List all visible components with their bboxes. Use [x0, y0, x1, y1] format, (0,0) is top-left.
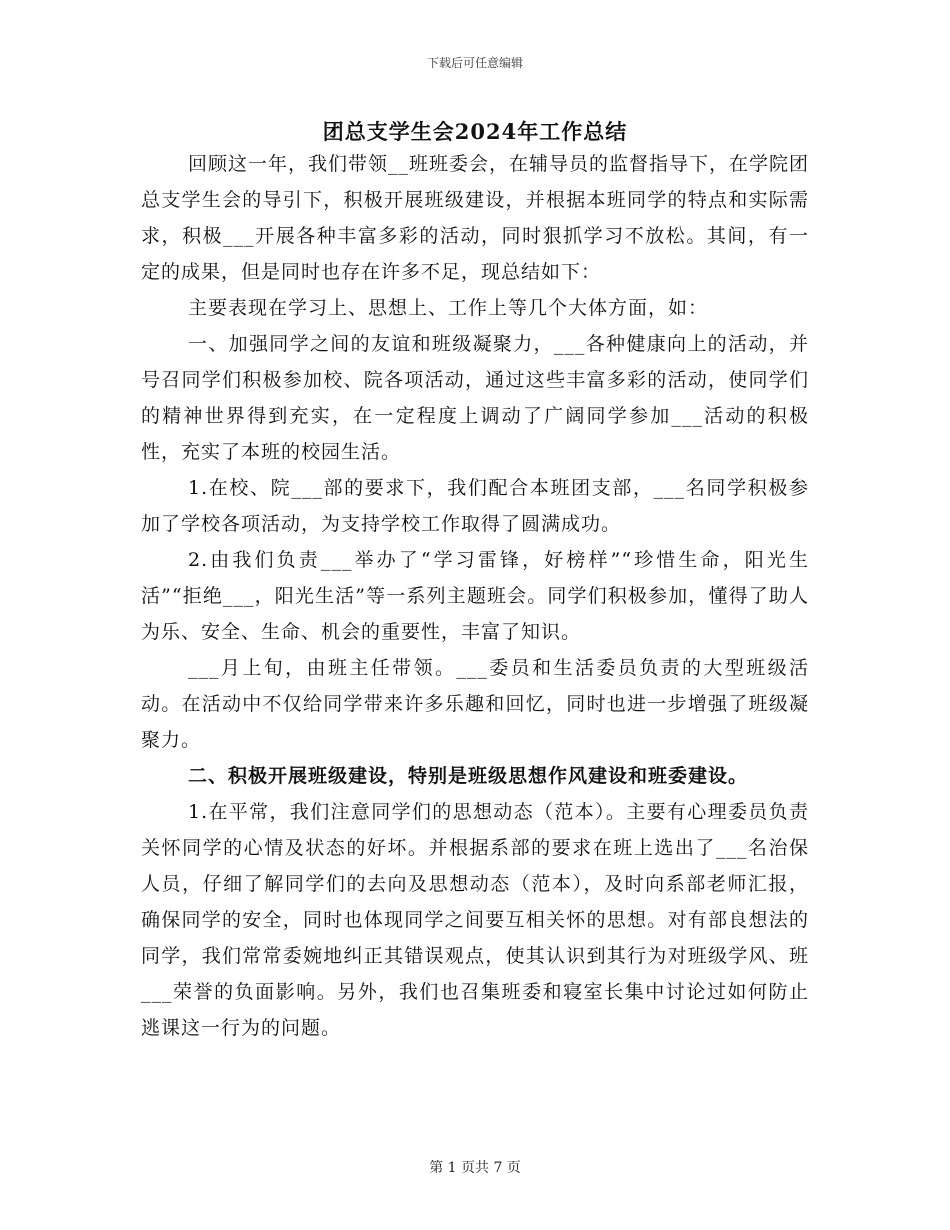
header-note: 下载后可任意编辑: [426, 56, 523, 70]
section-heading-two: 二、积极开展班级建设，特别是班级思想作风建设和班委建设。: [188, 765, 749, 787]
paragraph-activity: ___月上旬，由班主任带领。___委员和生活委员负责的大型班级活动。在活动中不仅给同学带来许多乐趣和回忆，同时也进一步增强了班级凝聚力。: [141, 657, 809, 751]
paragraph-overview: 主要表现在学习上、思想上、工作上等几个大体方面，如：: [188, 297, 709, 319]
document-body: [141, 146, 809, 1046]
paragraph-item-1: 1.在校、院___部的要求下，我们配合本班团支部，___名同学积极参加了学校各项活动，为支持学校工作取得了圆满成功。: [141, 477, 809, 535]
paragraph-intro: 回顾这一年，我们带领__班班委会，在辅导员的监督指导下，在学院团总支学生会的导引下，积极开展班级建设，并根据本班同学的特点和实际需求，积极___开展各种丰富多彩的活动，同时狠抓学习不放松。其间，有一定的成果，但是同时也存在许多不足，现总结如下：: [141, 153, 810, 283]
paragraph-item-2: 2.由我们负责___举办了“学习雷锋，好榜样”“珍惜生命，阳光生活”“拒绝___，阳光生活”等一系列主题班会。同学们积极参加，懂得了助人为乐、安全、生命、机会的重要性，丰富了知识。: [141, 549, 809, 643]
document-title: 团总支学生会2024年工作总结: [322, 119, 628, 144]
page-number-footer: 第 1 页共 7 页: [429, 1160, 521, 1176]
paragraph-section-one: 一、加强同学之间的友谊和班级凝聚力，___各种健康向上的活动，并号召同学们积极参加校、院各项活动，通过这些丰富多彩的活动，使同学们的精神世界得到充实，在一定程度上调动了广阔同学参加___活动的积极性，充实了本班的校园生活。: [141, 333, 809, 463]
paragraph-section-two-item-1: 1.在平常，我们注意同学们的思想动态（范本）。主要有心理委员负责关怀同学的心情及状态的好坏。并根据系部的要求在班上选出了___名治保人员，仔细了解同学们的去向及思想动态（范本），及时向系部老师汇报，确保同学的安全，同时也体现同学之间要互相关怀的思想。对有部良想法的同学，我们常常委婉地纠正其错误观点，使其认识到其行为对班级学风、班___荣誉的负面影响。另外，我们也召集班委和寝室长集中讨论过如何防止逃课这一行为的问题。: [141, 801, 809, 1039]
